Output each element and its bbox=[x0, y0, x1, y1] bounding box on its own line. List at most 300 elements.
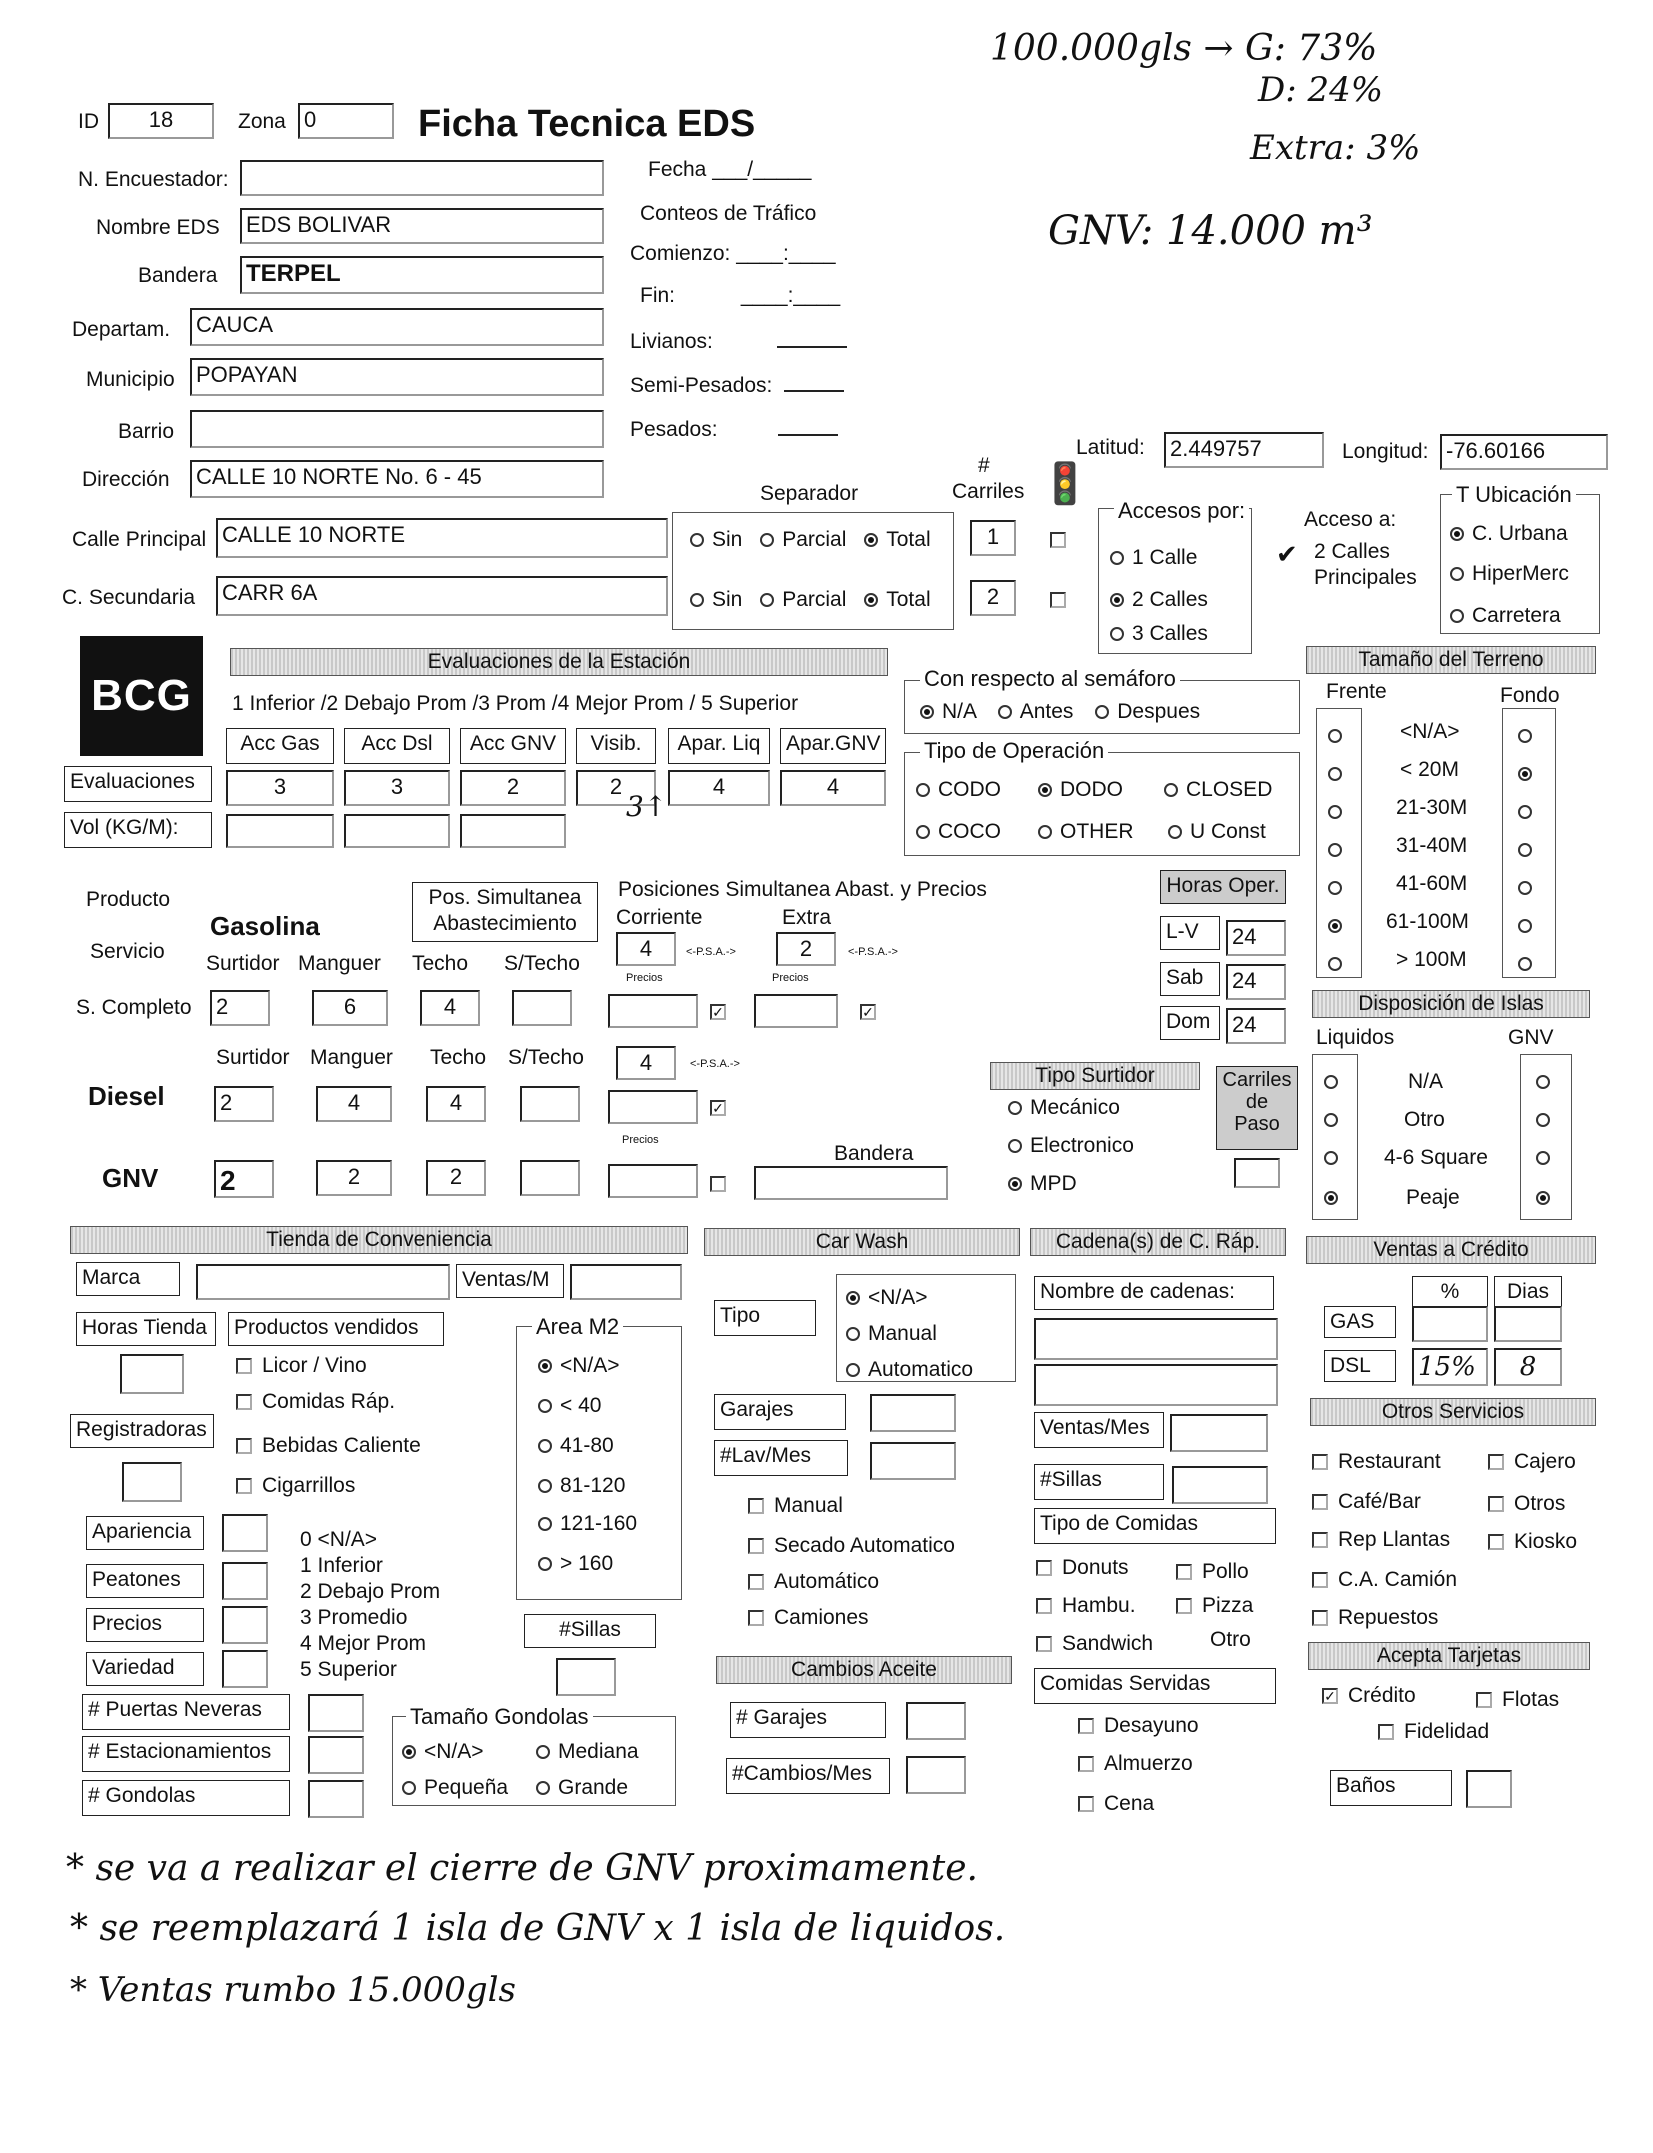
tarjeta-flotas[interactable]: Flotas bbox=[1476, 1688, 1559, 1711]
dom-field[interactable]: 24 bbox=[1226, 1008, 1286, 1044]
diesel-precio-check[interactable]: ✓ bbox=[710, 1096, 736, 1119]
latitud-field[interactable]: 2.449757 bbox=[1164, 432, 1324, 468]
registradoras-field[interactable] bbox=[122, 1462, 182, 1502]
vol-field-1[interactable] bbox=[226, 814, 334, 848]
carwash-check-1[interactable]: Manual bbox=[748, 1494, 843, 1517]
nombre-cadenas-field-2[interactable] bbox=[1034, 1364, 1278, 1406]
hand-note-volume: 100.000gls → G: 73% bbox=[990, 28, 1378, 69]
gnv-precio-check[interactable] bbox=[710, 1172, 736, 1195]
operacion-opt-codo[interactable]: CODO bbox=[916, 778, 1001, 801]
liq-opt-3[interactable] bbox=[1324, 1146, 1346, 1169]
puertas-field[interactable] bbox=[308, 1694, 364, 1732]
dsl-pct-field[interactable]: 15% bbox=[1412, 1348, 1488, 1386]
terreno-opt-6: 61-100M bbox=[1386, 910, 1469, 933]
hand-note-1: * se va a realizar el cierre de GNV proximamente. bbox=[66, 1848, 978, 1889]
fondo-opt-1[interactable] bbox=[1518, 724, 1540, 747]
aceite-cambios-field[interactable] bbox=[906, 1756, 966, 1794]
ubicacion-opt-3[interactable]: Carretera bbox=[1450, 604, 1561, 627]
terreno-opt-4: 31-40M bbox=[1396, 834, 1468, 857]
scompleto-label: S. Completo bbox=[76, 996, 192, 1019]
operacion-opt-coco[interactable]: COCO bbox=[916, 820, 1001, 843]
tarjeta-credito[interactable]: ✓ Crédito bbox=[1322, 1684, 1416, 1707]
gas-dias-field[interactable] bbox=[1494, 1306, 1562, 1342]
islas-band: Disposición de Islas bbox=[1312, 990, 1590, 1018]
variedad-field[interactable] bbox=[222, 1650, 268, 1688]
conteos-label: Conteos de Tráfico bbox=[640, 202, 817, 225]
gnv-stecho-field[interactable] bbox=[520, 1160, 580, 1196]
fondo-opt-7[interactable] bbox=[1518, 952, 1540, 975]
col-visib: Visib. bbox=[576, 728, 656, 764]
gnv-bandera-label: Bandera bbox=[834, 1142, 914, 1165]
eval-apar-liq[interactable]: 4 bbox=[668, 770, 770, 806]
nombre-cadenas-label: Nombre de cadenas: bbox=[1034, 1276, 1274, 1310]
bandera-field[interactable]: TERPEL bbox=[240, 256, 604, 294]
corriente-field[interactable]: 4 bbox=[616, 932, 676, 966]
carwash-band: Car Wash bbox=[704, 1228, 1020, 1256]
peatones-field[interactable] bbox=[222, 1562, 268, 1600]
frente-opt-7[interactable] bbox=[1328, 952, 1350, 975]
lavmes-label: #Lav/Mes bbox=[714, 1440, 848, 1476]
ventas-m-field[interactable] bbox=[570, 1264, 682, 1300]
acceso-a-title: Acceso a: bbox=[1304, 508, 1397, 531]
terreno-opt-3: 21-30M bbox=[1396, 796, 1468, 819]
psa-2: <-P.S.A.-> bbox=[848, 946, 898, 958]
aceite-cambios-label: #Cambios/Mes bbox=[726, 1758, 890, 1794]
semaforo-title: Con respecto al semáforo bbox=[920, 666, 1180, 692]
banos-label: Baños bbox=[1330, 1770, 1452, 1806]
estacionamientos-field[interactable] bbox=[308, 1736, 364, 1774]
comida-hambu[interactable]: Hambu. bbox=[1036, 1594, 1136, 1617]
tienda-sillas-field[interactable] bbox=[556, 1658, 616, 1696]
evaluaciones-scale: 1 Inferior /2 Debajo Prom /3 Prom /4 Mejor Prom / 5 Superior bbox=[232, 692, 799, 715]
surtidor-label: Surtidor bbox=[206, 952, 280, 975]
operacion-opt-uconst[interactable]: U Const bbox=[1168, 820, 1266, 843]
bcg-logo: BCG bbox=[80, 636, 203, 756]
separador-title: Separador bbox=[760, 482, 859, 505]
checkmark-icon: ✔ bbox=[1276, 539, 1298, 569]
municipio-label: Municipio bbox=[86, 368, 175, 391]
otros-cajero[interactable]: Cajero bbox=[1488, 1450, 1576, 1473]
acceso-a-line2: Principales bbox=[1314, 566, 1417, 589]
operacion-opt-dodo[interactable]: DODO bbox=[1038, 778, 1123, 801]
col-acc-dsl: Acc Dsl bbox=[344, 728, 450, 764]
id-label: ID bbox=[78, 110, 99, 133]
frente-label: Frente bbox=[1326, 680, 1387, 703]
ubicacion-opt-1[interactable]: C. Urbana bbox=[1450, 522, 1568, 545]
eval-acc-gas[interactable]: 3 bbox=[226, 770, 334, 806]
tipo-opt-1[interactable]: <N/A> bbox=[846, 1286, 928, 1309]
gnv-isla-opt-2[interactable] bbox=[1536, 1108, 1558, 1131]
tipo-opt-3[interactable]: Automatico bbox=[846, 1358, 973, 1381]
scale-5: 5 Superior bbox=[300, 1658, 397, 1681]
hand-note-gnv: GNV: 14.000 m³ bbox=[1048, 208, 1373, 254]
gnv-isla-opt-4[interactable] bbox=[1536, 1186, 1558, 1209]
direccion-label: Dirección bbox=[82, 468, 170, 491]
diesel-stecho-label: S/Techo bbox=[508, 1046, 584, 1069]
islas-opt-2: Otro bbox=[1404, 1108, 1445, 1131]
barrio-label: Barrio bbox=[118, 420, 175, 443]
otros-camion[interactable]: C.A. Camión bbox=[1312, 1568, 1457, 1591]
lv-field[interactable]: 24 bbox=[1226, 920, 1286, 956]
gondola-title: Tamaño Gondolas bbox=[406, 1704, 593, 1730]
frente-opt-4[interactable] bbox=[1328, 838, 1350, 861]
frente-opt-3[interactable] bbox=[1328, 800, 1350, 823]
area-opt-3[interactable]: 41-80 bbox=[538, 1434, 614, 1457]
semaforo-opts[interactable]: N/A Antes Despues bbox=[920, 700, 1200, 723]
cadenas-band: Cadena(s) de C. Ráp. bbox=[1030, 1228, 1286, 1256]
liq-opt-4[interactable] bbox=[1324, 1186, 1346, 1209]
acceso-a-line1: 2 Calles bbox=[1314, 540, 1390, 563]
gnv-bandera-field[interactable] bbox=[754, 1166, 948, 1200]
depto-field[interactable]: CAUCA bbox=[190, 308, 604, 346]
area-opt-2[interactable]: < 40 bbox=[538, 1394, 601, 1417]
servida-almuerzo[interactable]: Almuerzo bbox=[1078, 1752, 1193, 1775]
diesel-title: Diesel bbox=[88, 1081, 165, 1111]
marca-label: Marca bbox=[76, 1262, 180, 1296]
tienda-sillas-label: #Sillas bbox=[524, 1614, 656, 1648]
liq-opt-2[interactable] bbox=[1324, 1108, 1346, 1131]
servida-cena[interactable]: Cena bbox=[1078, 1792, 1154, 1815]
direccion-field[interactable]: CALLE 10 NORTE No. 6 - 45 bbox=[190, 460, 604, 498]
gas-pct-field[interactable] bbox=[1412, 1306, 1488, 1342]
semaforo-check-2[interactable] bbox=[1050, 588, 1076, 611]
tarjeta-fidelidad[interactable]: Fidelidad bbox=[1378, 1720, 1489, 1743]
scale-4: 4 Mejor Prom bbox=[300, 1632, 427, 1655]
extra-precio-field[interactable] bbox=[754, 994, 838, 1028]
accesos-opt-2[interactable]: 2 Calles bbox=[1110, 588, 1208, 611]
vol-label: Vol (KG/M): bbox=[64, 812, 212, 848]
fondo-opt-5[interactable] bbox=[1518, 876, 1540, 899]
terreno-opt-7: > 100M bbox=[1396, 948, 1467, 971]
longitud-label: Longitud: bbox=[1342, 440, 1429, 463]
gnv-surtidor-field[interactable]: 2 bbox=[214, 1160, 274, 1198]
liquidos-label: Liquidos bbox=[1316, 1026, 1395, 1049]
manguer-label: Manguer bbox=[298, 952, 381, 975]
gas-surtidor-field[interactable]: 2 bbox=[210, 990, 270, 1026]
scale-1: 1 Inferior bbox=[300, 1554, 383, 1577]
tipo-comidas-label: Tipo de Comidas bbox=[1034, 1508, 1276, 1544]
eval-acc-dsl[interactable]: 3 bbox=[344, 770, 450, 806]
carriles-hash: # bbox=[978, 454, 990, 477]
comida-otro[interactable]: Otro bbox=[1210, 1628, 1251, 1651]
terreno-opt-2: < 20M bbox=[1400, 758, 1459, 781]
hand-visib-mark: 3↑ bbox=[626, 790, 668, 823]
sab-label: Sab bbox=[1160, 962, 1220, 996]
cadenas-ventas-label: Ventas/Mes bbox=[1034, 1412, 1164, 1448]
dom-label: Dom bbox=[1160, 1006, 1220, 1040]
garajes-label: Garajes bbox=[714, 1394, 846, 1430]
tipo-opt-2[interactable]: Manual bbox=[846, 1322, 937, 1345]
otros-restaurant[interactable]: Restaurant bbox=[1312, 1450, 1441, 1473]
otros-kiosko[interactable]: Kiosko bbox=[1488, 1530, 1577, 1553]
psa-3: <-P.S.A.-> bbox=[690, 1058, 740, 1070]
gas-label: GAS bbox=[1324, 1306, 1396, 1338]
fondo-opt-2[interactable] bbox=[1518, 762, 1540, 785]
separador-row1: Sin Parcial Total bbox=[690, 528, 931, 551]
prod-opt-3[interactable]: Bebidas Caliente bbox=[236, 1434, 421, 1457]
tipo-label: Tipo bbox=[714, 1300, 816, 1336]
evaluaciones-band: Evaluaciones de la Estación bbox=[230, 648, 888, 676]
cadenas-sillas-field[interactable] bbox=[1172, 1466, 1268, 1504]
eval-apar-gnv[interactable]: 4 bbox=[780, 770, 886, 806]
fin-label: Fin: ____:____ bbox=[640, 284, 841, 307]
extra-label: Extra bbox=[782, 906, 832, 929]
gondola-opt-4[interactable]: Grande bbox=[536, 1776, 628, 1799]
nombre-cadenas-field-1[interactable] bbox=[1034, 1318, 1278, 1360]
ubicacion-opt-2[interactable]: HiperMerc bbox=[1450, 562, 1569, 585]
diesel-precio-field[interactable] bbox=[608, 1090, 698, 1124]
terreno-opt-1: <N/A> bbox=[1400, 720, 1460, 743]
lavmes-field[interactable] bbox=[870, 1442, 956, 1480]
diesel-manguer-label: Manguer bbox=[310, 1046, 393, 1069]
municipio-field[interactable]: POPAYAN bbox=[190, 358, 604, 396]
peatones-label: Peatones bbox=[86, 1564, 204, 1598]
otros-band: Otros Servicios bbox=[1310, 1398, 1596, 1426]
nombre-label: Nombre EDS bbox=[96, 216, 220, 239]
pos-sim-label: Pos. Simultanea Abastecimiento bbox=[412, 882, 598, 942]
fondo-opt-3[interactable] bbox=[1518, 800, 1540, 823]
frente-opt-2[interactable] bbox=[1328, 762, 1350, 785]
precios-2: Precios bbox=[772, 972, 809, 984]
separador-row2: Sin Parcial Total bbox=[690, 588, 931, 611]
servicio-label: Servicio bbox=[90, 940, 165, 963]
frente-opt-1[interactable] bbox=[1328, 724, 1350, 747]
carwash-check-3[interactable]: Automático bbox=[748, 1570, 879, 1593]
dsl-label: DSL bbox=[1324, 1350, 1396, 1382]
encuestador-field[interactable] bbox=[240, 160, 604, 196]
otros-otros[interactable]: Otros bbox=[1488, 1492, 1565, 1515]
carwash-check-2[interactable]: Secado Automatico bbox=[748, 1534, 955, 1557]
gasolina-title: Gasolina bbox=[210, 911, 320, 941]
diesel-stecho-field[interactable] bbox=[520, 1086, 580, 1122]
pct-label: % bbox=[1412, 1276, 1488, 1308]
variedad-label: Variedad bbox=[86, 1652, 204, 1686]
gondola-opt-1[interactable]: <N/A> bbox=[402, 1740, 484, 1763]
zona-field[interactable]: 0 bbox=[298, 103, 394, 139]
extra-precio-check[interactable]: ✓ bbox=[860, 1000, 886, 1023]
comida-pollo[interactable]: Pollo bbox=[1176, 1560, 1249, 1583]
carriles-row1[interactable]: 1 bbox=[970, 520, 1016, 556]
precios-1: Precios bbox=[626, 972, 663, 984]
apariencia-label: Apariencia bbox=[86, 1516, 204, 1550]
diesel-psa-field[interactable]: 4 bbox=[616, 1046, 676, 1080]
diesel-surtidor-label: Surtidor bbox=[216, 1046, 290, 1069]
depto-label: Departam. bbox=[72, 318, 171, 341]
carriles-title: Carriles bbox=[952, 480, 1025, 503]
fecha-label: Fecha ___/_____ bbox=[648, 158, 812, 181]
operacion-opt-other[interactable]: OTHER bbox=[1038, 820, 1134, 843]
credito-band: Ventas a Crédito bbox=[1306, 1236, 1596, 1264]
dsl-dias-field[interactable]: 8 bbox=[1494, 1348, 1562, 1386]
gnv-title: GNV bbox=[102, 1163, 159, 1193]
eval-acc-gnv[interactable]: 2 bbox=[460, 770, 566, 806]
diesel-surtidor-field[interactable]: 2 bbox=[214, 1086, 274, 1122]
hand-note-2: * se reemplazará 1 isla de GNV x 1 isla de liquidos. bbox=[70, 1908, 1006, 1949]
area-opt-4[interactable]: 81-120 bbox=[538, 1474, 625, 1497]
frente-opt-5[interactable] bbox=[1328, 876, 1350, 899]
stecho-label: S/Techo bbox=[504, 952, 580, 975]
pesados-label: Pesados: bbox=[630, 418, 838, 441]
otros-llantas[interactable]: Rep Llantas bbox=[1312, 1528, 1450, 1551]
bandera-label: Bandera bbox=[138, 264, 218, 287]
precios-3: Precios bbox=[622, 1134, 659, 1146]
aceite-band: Cambios Aceite bbox=[716, 1656, 1012, 1684]
islas-opt-1: N/A bbox=[1408, 1070, 1444, 1093]
pos-title: Posiciones Simultanea Abast. y Precios bbox=[618, 878, 987, 901]
gas-techo-field[interactable]: 4 bbox=[420, 990, 480, 1026]
ventas-m-label: Ventas/M bbox=[456, 1264, 564, 1298]
sab-field[interactable]: 24 bbox=[1226, 964, 1286, 1000]
diesel-techo-field[interactable]: 4 bbox=[426, 1086, 486, 1122]
precios-field[interactable] bbox=[222, 1606, 268, 1644]
col-apar-liq: Apar. Liq bbox=[668, 728, 770, 764]
col-acc-gas: Acc Gas bbox=[226, 728, 334, 764]
livianos-label: Livianos: bbox=[630, 330, 847, 353]
productos-label: Productos vendidos bbox=[228, 1312, 444, 1346]
garajes-field[interactable] bbox=[870, 1394, 956, 1432]
col-apar-gnv: Apar.GNV bbox=[780, 728, 886, 764]
tienda-band: Tienda de Conveniencia bbox=[70, 1226, 688, 1254]
prod-opt-4[interactable]: Cigarrillos bbox=[236, 1474, 355, 1497]
comidas-servidas-label: Comidas Servidas bbox=[1034, 1668, 1276, 1704]
producto-label: Producto bbox=[86, 888, 171, 911]
operacion-title: Tipo de Operación bbox=[920, 738, 1108, 764]
otros-repuestos[interactable]: Repuestos bbox=[1312, 1606, 1438, 1629]
fondo-opt-4[interactable] bbox=[1518, 838, 1540, 861]
islas-opt-4: Peaje bbox=[1406, 1186, 1460, 1209]
cadenas-ventas-field[interactable] bbox=[1170, 1414, 1268, 1452]
apariencia-field[interactable] bbox=[222, 1514, 268, 1552]
scale-2: 2 Debajo Prom bbox=[300, 1580, 441, 1603]
comida-pizza[interactable]: Pizza bbox=[1176, 1594, 1253, 1617]
servida-desayuno[interactable]: Desayuno bbox=[1078, 1714, 1199, 1737]
semi-label: Semi-Pesados: bbox=[630, 374, 844, 397]
form-title: Ficha Tecnica EDS bbox=[418, 103, 756, 145]
diesel-manguer-field[interactable]: 4 bbox=[316, 1086, 392, 1122]
surtidor-opt-3[interactable]: MPD bbox=[1008, 1172, 1077, 1195]
area-opt-6[interactable]: > 160 bbox=[538, 1552, 613, 1575]
precios-label: Precios bbox=[86, 1608, 204, 1642]
gondolas-field[interactable] bbox=[308, 1780, 364, 1818]
gnv-precio-field[interactable] bbox=[608, 1164, 698, 1198]
scale-3: 3 Promedio bbox=[300, 1606, 408, 1629]
accesos-opt-3[interactable]: 3 Calles bbox=[1110, 622, 1208, 645]
otros-cafe[interactable]: Café/Bar bbox=[1312, 1490, 1421, 1513]
hand-note-3: * Ventas rumbo 15.000gls bbox=[70, 1970, 516, 2010]
hand-note-diesel: D: 24% bbox=[1258, 70, 1384, 110]
horas-title: Horas Oper. bbox=[1160, 870, 1286, 904]
ubicacion-title: T Ubicación bbox=[1452, 482, 1576, 508]
semaforo-check-1[interactable] bbox=[1050, 528, 1076, 551]
tarjetas-band: Acepta Tarjetas bbox=[1308, 1642, 1590, 1670]
islas-opt-3: 4-6 Square bbox=[1384, 1146, 1488, 1169]
estacionamientos-label: # Estacionamientos bbox=[82, 1736, 290, 1772]
lv-label: L-V bbox=[1160, 916, 1220, 950]
calle-secundaria-field[interactable]: CARR 6A bbox=[216, 576, 668, 616]
horas-tienda-field[interactable] bbox=[120, 1354, 184, 1394]
gnv-techo-field[interactable]: 2 bbox=[426, 1160, 486, 1196]
terreno-opt-5: 41-60M bbox=[1396, 872, 1468, 895]
surtidor-opt-2[interactable]: Electronico bbox=[1008, 1134, 1134, 1157]
area-title: Area M2 bbox=[532, 1314, 623, 1340]
scale-0: 0 <N/A> bbox=[300, 1528, 378, 1551]
corriente-precio-field[interactable] bbox=[608, 994, 698, 1028]
corriente-precio-check[interactable]: ✓ bbox=[710, 1000, 736, 1023]
frente-opt-6[interactable] bbox=[1328, 914, 1350, 937]
accesos-opt-1[interactable]: 1 Calle bbox=[1110, 546, 1197, 569]
gondola-opt-2[interactable]: Mediana bbox=[536, 1740, 639, 1763]
techo-label: Techo bbox=[412, 952, 469, 975]
longitud-field[interactable]: -76.60166 bbox=[1440, 434, 1608, 470]
fondo-opt-6[interactable] bbox=[1518, 914, 1540, 937]
gnv-isla-opt-3[interactable] bbox=[1536, 1146, 1558, 1169]
surtidor-opt-1[interactable]: Mecánico bbox=[1008, 1096, 1120, 1119]
gas-stecho-field[interactable] bbox=[512, 990, 572, 1026]
traffic-light-icon: 🚦 bbox=[1040, 462, 1090, 506]
prod-opt-2[interactable]: Comidas Ráp. bbox=[236, 1390, 395, 1413]
latitud-label: Latitud: bbox=[1076, 436, 1145, 459]
banos-field[interactable] bbox=[1466, 1770, 1512, 1808]
comida-donuts[interactable]: Donuts bbox=[1036, 1556, 1129, 1579]
gnv-manguer-field[interactable]: 2 bbox=[316, 1160, 392, 1196]
carriles-paso-field[interactable] bbox=[1234, 1158, 1280, 1188]
accesos-title: Accesos por: bbox=[1114, 498, 1249, 524]
carwash-check-4[interactable]: Camiones bbox=[748, 1606, 869, 1629]
area-opt-5[interactable]: 121-160 bbox=[538, 1512, 637, 1535]
gnv-isla-opt-1[interactable] bbox=[1536, 1070, 1558, 1093]
horas-tienda-label: Horas Tienda bbox=[76, 1312, 216, 1346]
id-field[interactable]: 18 bbox=[108, 103, 214, 139]
carriles-paso-label: Carriles de Paso bbox=[1216, 1066, 1298, 1150]
comida-sandwich[interactable]: Sandwich bbox=[1036, 1632, 1153, 1655]
liq-opt-1[interactable] bbox=[1324, 1070, 1346, 1093]
encuestador-label: N. Encuestador: bbox=[78, 168, 229, 191]
col-acc-gnv: Acc GNV bbox=[460, 728, 566, 764]
gas-manguer-field[interactable]: 6 bbox=[312, 990, 388, 1026]
dias-label: Dias bbox=[1494, 1276, 1562, 1308]
calle-principal-field[interactable]: CALLE 10 NORTE bbox=[216, 518, 668, 558]
gondola-opt-3[interactable]: Pequeña bbox=[402, 1776, 508, 1799]
calle-principal-label: Calle Principal bbox=[72, 528, 207, 551]
barrio-field[interactable] bbox=[190, 410, 604, 448]
marca-field[interactable] bbox=[196, 1264, 450, 1300]
area-opt-1[interactable]: <N/A> bbox=[538, 1354, 620, 1377]
islas-gnv-label: GNV bbox=[1508, 1026, 1554, 1049]
carriles-row2[interactable]: 2 bbox=[970, 580, 1016, 616]
operacion-opt-closed[interactable]: CLOSED bbox=[1164, 778, 1272, 801]
comienzo-label: Comienzo: ____:____ bbox=[630, 242, 836, 265]
puertas-label: # Puertas Neveras bbox=[82, 1694, 290, 1730]
surtidor-tipo-band: Tipo Surtidor bbox=[990, 1062, 1200, 1090]
cadenas-sillas-label: #Sillas bbox=[1034, 1464, 1164, 1500]
fondo-label: Fondo bbox=[1500, 684, 1560, 707]
nombre-field[interactable]: EDS BOLIVAR bbox=[240, 208, 604, 244]
prod-opt-1[interactable]: Licor / Vino bbox=[236, 1354, 367, 1377]
gondolas-label: # Gondolas bbox=[82, 1780, 290, 1816]
eval-visib[interactable]: 2 bbox=[576, 770, 656, 806]
vol-field-2[interactable] bbox=[344, 814, 450, 848]
aceite-garajes-label: # Garajes bbox=[730, 1702, 886, 1738]
registradoras-label: Registradoras bbox=[70, 1414, 214, 1448]
corriente-label: Corriente bbox=[616, 906, 703, 929]
terreno-band: Tamaño del Terreno bbox=[1306, 646, 1596, 674]
extra-field[interactable]: 2 bbox=[776, 932, 836, 966]
hand-note-extra: Extra: 3% bbox=[1250, 128, 1421, 168]
zona-label: Zona bbox=[238, 110, 286, 133]
psa-1: <-P.S.A.-> bbox=[686, 946, 736, 958]
vol-field-3[interactable] bbox=[460, 814, 566, 848]
aceite-garajes-field[interactable] bbox=[906, 1702, 966, 1740]
